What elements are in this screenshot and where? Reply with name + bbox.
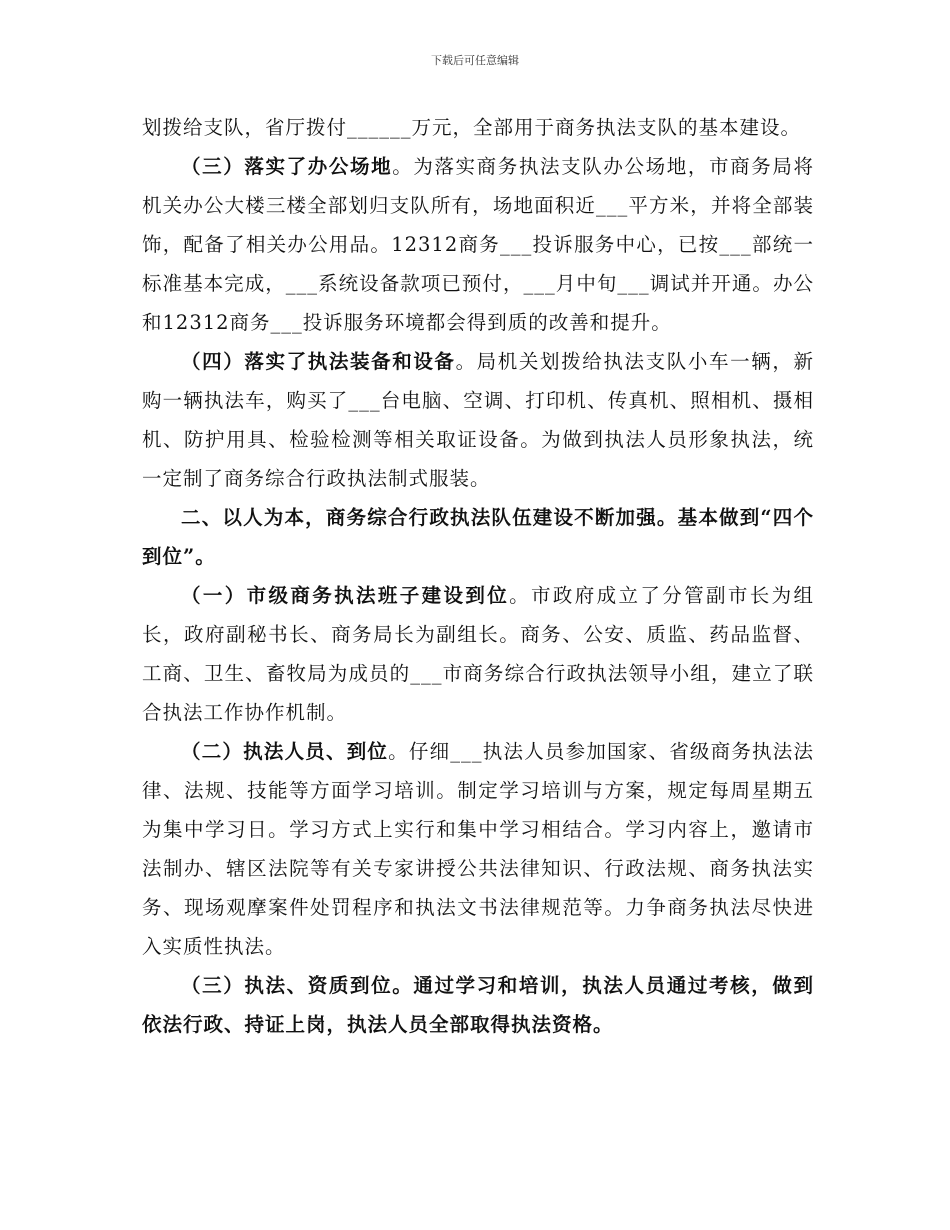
paragraph-5-heading: （一）市级商务执法班子建设到位 <box>181 584 510 607</box>
paragraph-5 <box>142 576 814 732</box>
section-heading-2: 二、以人为本，商务综合行政执法队伍建设不断加强。基本做到“四个到位”。 <box>142 506 814 568</box>
paragraph-7: （三）执法、资质到位。通过学习和培训，执法人员通过考核，做到依法行政、持证上岗，执法人员全部取得执法资格。 <box>142 974 814 1036</box>
document-body <box>142 108 814 1044</box>
page-header: 下载后可任意编辑 <box>431 54 519 67</box>
paragraph-2 <box>142 147 814 342</box>
paragraph-1: 划拨给支队，省厅拨付______万元，全部用于商务执法支队的基本建设。 <box>142 116 802 139</box>
paragraph-6 <box>142 732 814 966</box>
paragraph-3 <box>142 342 814 498</box>
paragraph-6-heading: （二）执法人员、到位 <box>181 740 389 763</box>
paragraph-3-heading: （四）落实了执法装备和设备 <box>181 350 456 373</box>
paragraph-3-text: 。局机关划拨给执法支队小车一辆，新购一辆执法车，购买了___台电脑、空调、打印机、传真机、照相机、摄相机、防护用具、检验检测等相关取证设备。为做到执法人员形象执法，统一定制了商务综合行政执法制式服装。 <box>142 350 814 490</box>
paragraph-5-text: 。市政府成立了分管副市长为组长，政府副秘书长、商务局长为副组长。商务、公安、质监、药品监督、工商、卫生、畜牧局为成员的___市商务综合行政执法领导小组，建立了联合执法工作协作机制。 <box>142 584 814 724</box>
paragraph-2-heading: （三）落实了办公场地 <box>181 155 393 178</box>
paragraph-2-text: 。为落实商务执法支队办公场地，市商务局将机关办公大楼三楼全部划归支队所有，场地面积近___平方米，并将全部装饰，配备了相关办公用品。12312商务___投诉服务中心，已按___部统一标准基本完成，___系统设备款项已预付，___月中旬___调试并开通。办公和12312商务___投诉服务环境都会得到质的改善和提升。 <box>142 155 814 334</box>
paragraph-6-text: 。仔细___执法人员参加国家、省级商务执法法律、法规、技能等方面学习培训。制定学习培训与方案，规定每周星期五为集中学习日。学习方式上实行和集中学习相结合。学习内容上，邀请市法制办、辖区法院等有关专家讲授公共法律知识、行政法规、商务执法实务、现场观摩案件处罚程序和执法文书法律规范等。力争商务执法尽快进入实质性执法。 <box>142 740 814 958</box>
